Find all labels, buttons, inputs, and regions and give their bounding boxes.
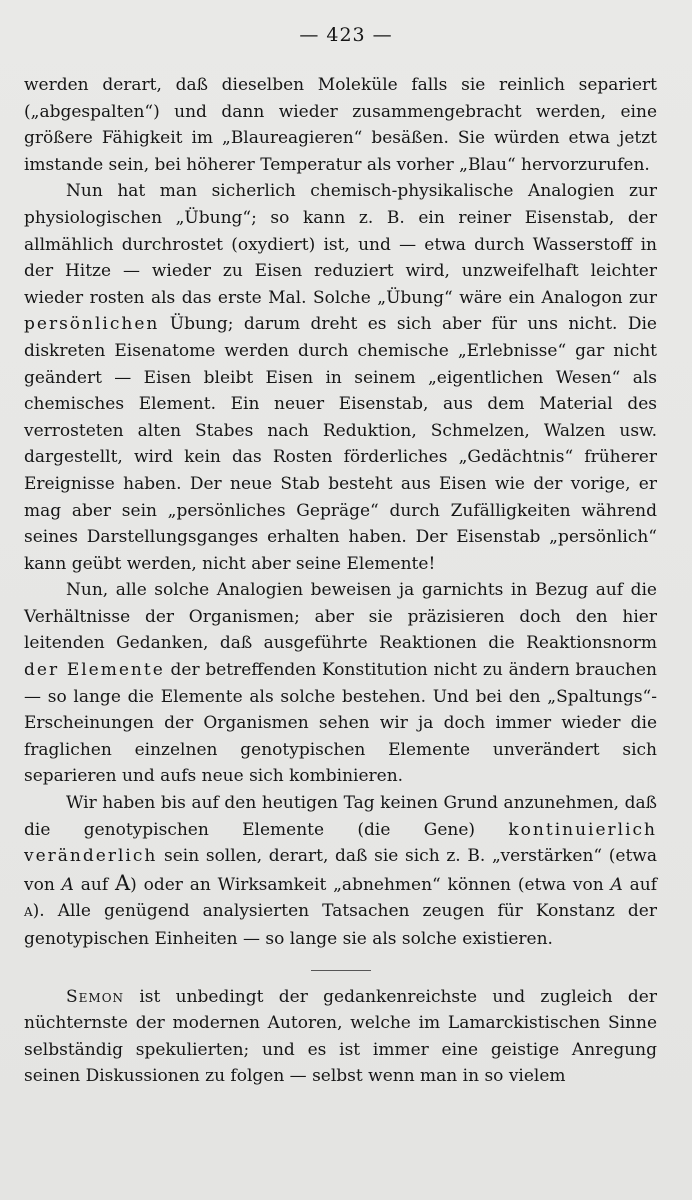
paragraph-2-text-a: Nun hat man sicherlich chemisch-physikalische Analogien zur physiologischen „Übung“; so kann z. B. ein reiner Eisenstab, der allmählich durchrostet (oxydiert) ist, und — etwa durch Wasserstoff in der Hitze — wieder zu Eisen reduziert wird, unzweifelhaft leichter wieder rosten als das erste Mal. Solche „Übung“ wäre ein Analogon zur <box>24 181 657 308</box>
paragraph-4-small-a: A <box>24 905 33 920</box>
paragraph-2-text-b: Übung; darum dreht es sich aber für uns nicht. Die diskreten Eisenatome werden durch chemische „Erlebnisse“ gar nicht geändert — Eisen bleibt Eisen in seinem „eigentlichen Wesen“ als chemisches Element. Ein neuer Eisenstab, aus dem Material des verrosteten alten Stabes nach Reduktion, Schmelzen, Walzen usw. dargestellt, wird kein das Rosten förderliches „Gedächtnis“ früherer Ereignisse haben. Der neue Stab besteht aus Eisen wie der vorige, er mag aber sein „persönliches Gepräge“ durch Zufälligkeiten während seines Darstellungsganges erhalten haben. Der Eisenstab „persönlich“ kann geübt werden, nicht aber seine Elemente! <box>24 314 657 574</box>
paragraph-1 <box>24 72 657 178</box>
paragraph-1-text: werden derart, daß dieselben Moleküle falls sie reinlich separiert („abgespalten“) und dann wieder zusammengebracht werden, eine größere Fähigkeit im „Blaureagieren“ besäßen. Sie würden etwa jetzt imstande sein, bei höherer Temperatur als vorher „Blau“ hervorzurufen. <box>24 75 657 175</box>
paragraph-4 <box>24 790 657 953</box>
page-number: — 423 — <box>299 24 393 46</box>
paragraph-3-text-b: der betreffenden Konstitution nicht zu ändern brauchen — so lange die Elemente als solche bestehen. Und bei den „Spaltungs“-Erscheinungen der Organismen sehen wir ja doch immer wieder die fraglichen einzelnen genotypischen Elemente unverändert sich separieren und aufs neue sich kombinieren. <box>24 660 657 787</box>
paragraph-4-italic-a-1: A <box>61 874 74 895</box>
paragraph-4-italic-a-2: A <box>610 874 623 895</box>
paragraph-3-text-a: Nun, alle solche Analogien beweisen ja garnichts in Bezug auf die Verhältnisse der Organismen; aber sie präzisieren doch den hier leitenden Gedanken, daß ausgeführte Reaktionen die Reaktionsnorm <box>24 580 657 654</box>
paragraph-4-text-f: ). Alle genügend analysierten Tatsachen zeugen für Konstanz der genotypischen Einheiten — so lange sie als solche existieren. <box>24 901 657 949</box>
paragraph-5-text: ist unbedingt der gedankenreichste und zugleich der nüchternste der modernen Autoren, welche im Lamarckistischen Sinne selbständig spekulierten; und es ist immer eine geistige Anregung seinen Diskussionen zu folgen — selbst wenn man in so vielem <box>24 986 657 1087</box>
paragraph-4-text-b: sein sollen, derart, daß sie sich z. B. „verstärken“ (etwa von <box>24 846 657 895</box>
author-name: Semon <box>66 986 125 1007</box>
paragraph-5 <box>24 984 657 1090</box>
paragraph-4-text-e: auf <box>622 874 657 895</box>
paragraph-4-text-d: ) oder an Wirksamkeit „abnehmen“ können (etwa von <box>130 874 611 895</box>
paragraph-4-spaced-term: kontinuierlich veränderlich <box>24 819 657 867</box>
paragraph-3-spaced-term: der Elemente <box>24 660 165 681</box>
section-divider <box>311 970 371 971</box>
paragraph-3 <box>24 577 657 790</box>
paragraph-4-text-c: auf <box>73 874 115 895</box>
paragraph-2 <box>24 178 657 577</box>
page-body <box>24 72 657 1090</box>
paragraph-4-text-a: Wir haben bis auf den heutigen Tag keinen Grund anzunehmen, daß die genotypischen Elemente (die Gene) <box>24 793 657 840</box>
paragraph-4-big-a: A <box>114 870 131 895</box>
paragraph-2-spaced-term: persönlichen <box>24 314 160 335</box>
